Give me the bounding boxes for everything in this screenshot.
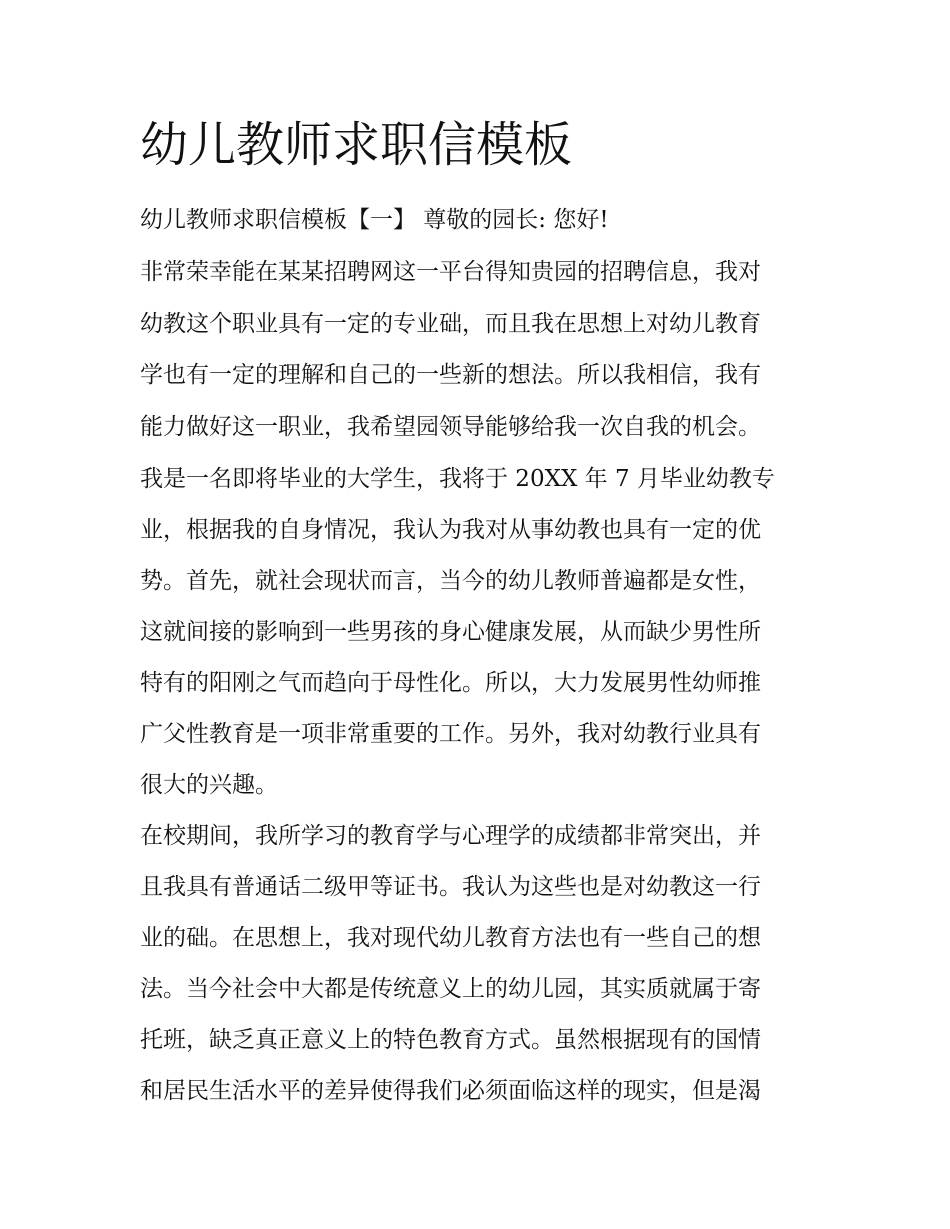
body-line: 法。当今社会中大都是传统意义上的幼儿园，其实质就属于寄 xyxy=(140,976,761,1002)
body-line: 很大的兴趣。 xyxy=(140,772,278,798)
body-line: 和居民生活水平的差异使得我们必须面临这样的现实，但是渴 xyxy=(140,1078,761,1104)
body-line: 广父性教育是一项非常重要的工作。另外，我对幼教行业具有 xyxy=(140,721,761,747)
body-line: 势。首先，就社会现状而言，当今的幼儿教师普遍都是女性， xyxy=(140,568,761,594)
body-line: 且我具有普通话二级甲等证书。我认为这些也是对幼教这一行 xyxy=(140,874,761,900)
body-line: 幼教这个职业具有一定的专业础，而且我在思想上对幼儿教育 xyxy=(140,311,761,337)
body-line: 托班，缺乏真正意义上的特色教育方式。虽然根据现有的国情 xyxy=(140,1027,761,1053)
body-line: 业的础。在思想上，我对现代幼儿教育方法也有一些自己的想 xyxy=(140,925,761,951)
body-line: 非常荣幸能在某某招聘网这一平台得知贵园的招聘信息，我对 xyxy=(140,259,761,285)
body-line: 学也有一定的理解和自己的一些新的想法。所以我相信，我有 xyxy=(140,362,761,388)
body-line: 我是一名即将毕业的大学生，我将于 20XX 年 7 月毕业幼教专 xyxy=(140,466,775,492)
body-line: 业，根据我的自身情况，我认为我对从事幼教也具有一定的优 xyxy=(140,517,761,543)
body-line: 这就间接的影响到一些男孩的身心健康发展，从而缺少男性所 xyxy=(140,619,761,645)
document-title: 幼儿教师求职信模板 xyxy=(140,117,573,173)
body-line: 幼儿教师求职信模板【一】 尊敬的园长: 您好! xyxy=(140,207,609,233)
body-line: 在校期间，我所学习的教育学与心理学的成绩都非常突出，并 xyxy=(140,823,761,849)
body-line: 特有的阳刚之气而趋向于母性化。所以，大力发展男性幼师推 xyxy=(140,670,761,696)
body-line: 能力做好这一职业，我希望园领导能够给我一次自我的机会。 xyxy=(140,414,761,440)
